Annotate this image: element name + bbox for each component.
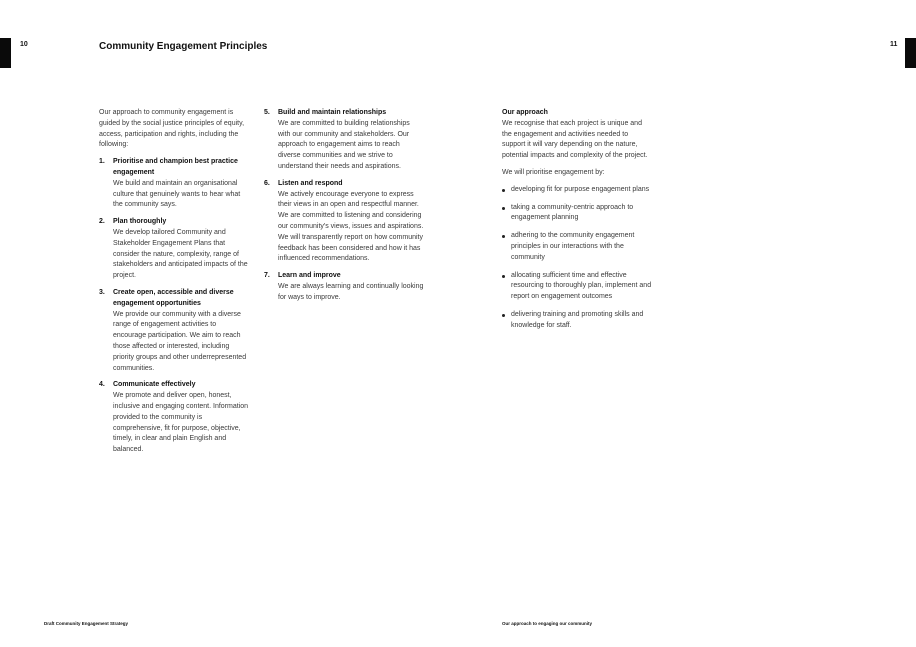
bullet-text: adhering to the community engagement principles in our interactions with the community: [511, 232, 635, 261]
principle-heading: Plan thoroughly: [113, 218, 167, 226]
principle-body: We are committed to building relationships with our community and stakeholders. Our approach to engagement aims to reach diverse communities and we strive to understand their needs and aspirations.: [278, 119, 410, 170]
principle-number: 7.: [264, 272, 270, 280]
intro-paragraph: Our approach to community engagement is guided by the social justice principles of equity, access, participation and rights, including the following:: [99, 109, 245, 149]
bullet-item: [502, 231, 652, 263]
column-3: [502, 108, 652, 339]
principle-item: [99, 288, 249, 374]
principle-number: 1.: [99, 158, 105, 166]
column-1: [99, 108, 249, 462]
left-footer: Draft Community Engagement Strategy: [44, 621, 129, 626]
principle-item: [99, 380, 249, 456]
bullet-icon: [502, 189, 505, 192]
principle-item: [264, 271, 424, 303]
principle-number: 6.: [264, 179, 270, 187]
principle-body: We provide our community with a diverse range of engagement activities to encourage participation. We aim to reach those affected or interested, including priority groups and other underrepresented communities.: [113, 310, 247, 372]
principle-item: [264, 179, 424, 265]
bullet-text: allocating sufficient time and effective resourcing to thoroughly plan, implement and report on engagement outcomes: [511, 271, 652, 301]
left-page-number: 10: [20, 41, 28, 48]
left-page-tab: [0, 38, 11, 68]
principle-body: We actively encourage everyone to express their views in an open and respectful manner. We are committed to listening and considering our community's views, issues and aspirations. We will transparently report on how community feedback has been considered and how it has influenced recommendations.: [278, 190, 424, 263]
principle-heading: Communicate effectively: [113, 381, 196, 389]
right-footer: Our approach to engaging our community: [502, 621, 593, 626]
right-page-number: 11: [890, 41, 898, 48]
principle-heading: Create open, accessible and diverse engagement opportunities: [113, 288, 234, 307]
principle-body: We promote and deliver open, honest, inclusive and engaging content. Information provided to the community is comprehensive, fit for purpose, objective, timely, in clear and plain English and balanced.: [113, 392, 249, 454]
bullet-text: developing fit for purpose engagement plans: [511, 185, 650, 193]
bullet-item: [502, 271, 652, 303]
approach-lead: We will prioritise engagement by:: [502, 168, 605, 176]
bullet-item: [502, 310, 652, 332]
principle-item: [99, 157, 249, 211]
principle-number: 4.: [99, 381, 105, 389]
principle-heading: Listen and respond: [278, 179, 343, 187]
principle-heading: Build and maintain relationships: [278, 109, 387, 116]
principle-heading: Prioritise and champion best practice engagement: [113, 158, 238, 176]
bullet-item: [502, 203, 652, 225]
right-page-tab: [905, 38, 916, 68]
principle-number: 3.: [99, 288, 105, 296]
principle-body: We are always learning and continually looking for ways to improve.: [278, 282, 424, 301]
bullet-icon: [502, 235, 505, 238]
bullet-icon: [502, 314, 505, 317]
approach-body: We recognise that each project is unique and the engagement and activities needed to support it will vary depending on the nature, potential impacts and complexity of the project.: [502, 119, 648, 160]
bullet-text: taking a community-centric approach to engagement planning: [511, 203, 634, 222]
approach-heading: Our approach: [502, 109, 548, 116]
column-2: [264, 108, 424, 310]
principle-number: 2.: [99, 218, 105, 226]
principle-body: We develop tailored Community and Stakeholder Engagement Plans that consider the nature, complexity, range of stakeholders and anticipated impacts of the project.: [113, 228, 248, 280]
principle-item: [99, 217, 249, 282]
page-title: Community Engagement Principles: [99, 41, 268, 52]
principle-item: [264, 108, 424, 173]
principle-number: 5.: [264, 109, 270, 116]
bullet-icon: [502, 275, 505, 278]
bullet-text: delivering training and promoting skills and knowledge for staff.: [511, 310, 644, 329]
principle-heading: Learn and improve: [278, 272, 341, 280]
bullet-item: [502, 185, 652, 196]
bullet-icon: [502, 207, 505, 210]
principle-body: We build and maintain an organisational culture that genuinely wants to hear what the community says.: [113, 179, 241, 209]
